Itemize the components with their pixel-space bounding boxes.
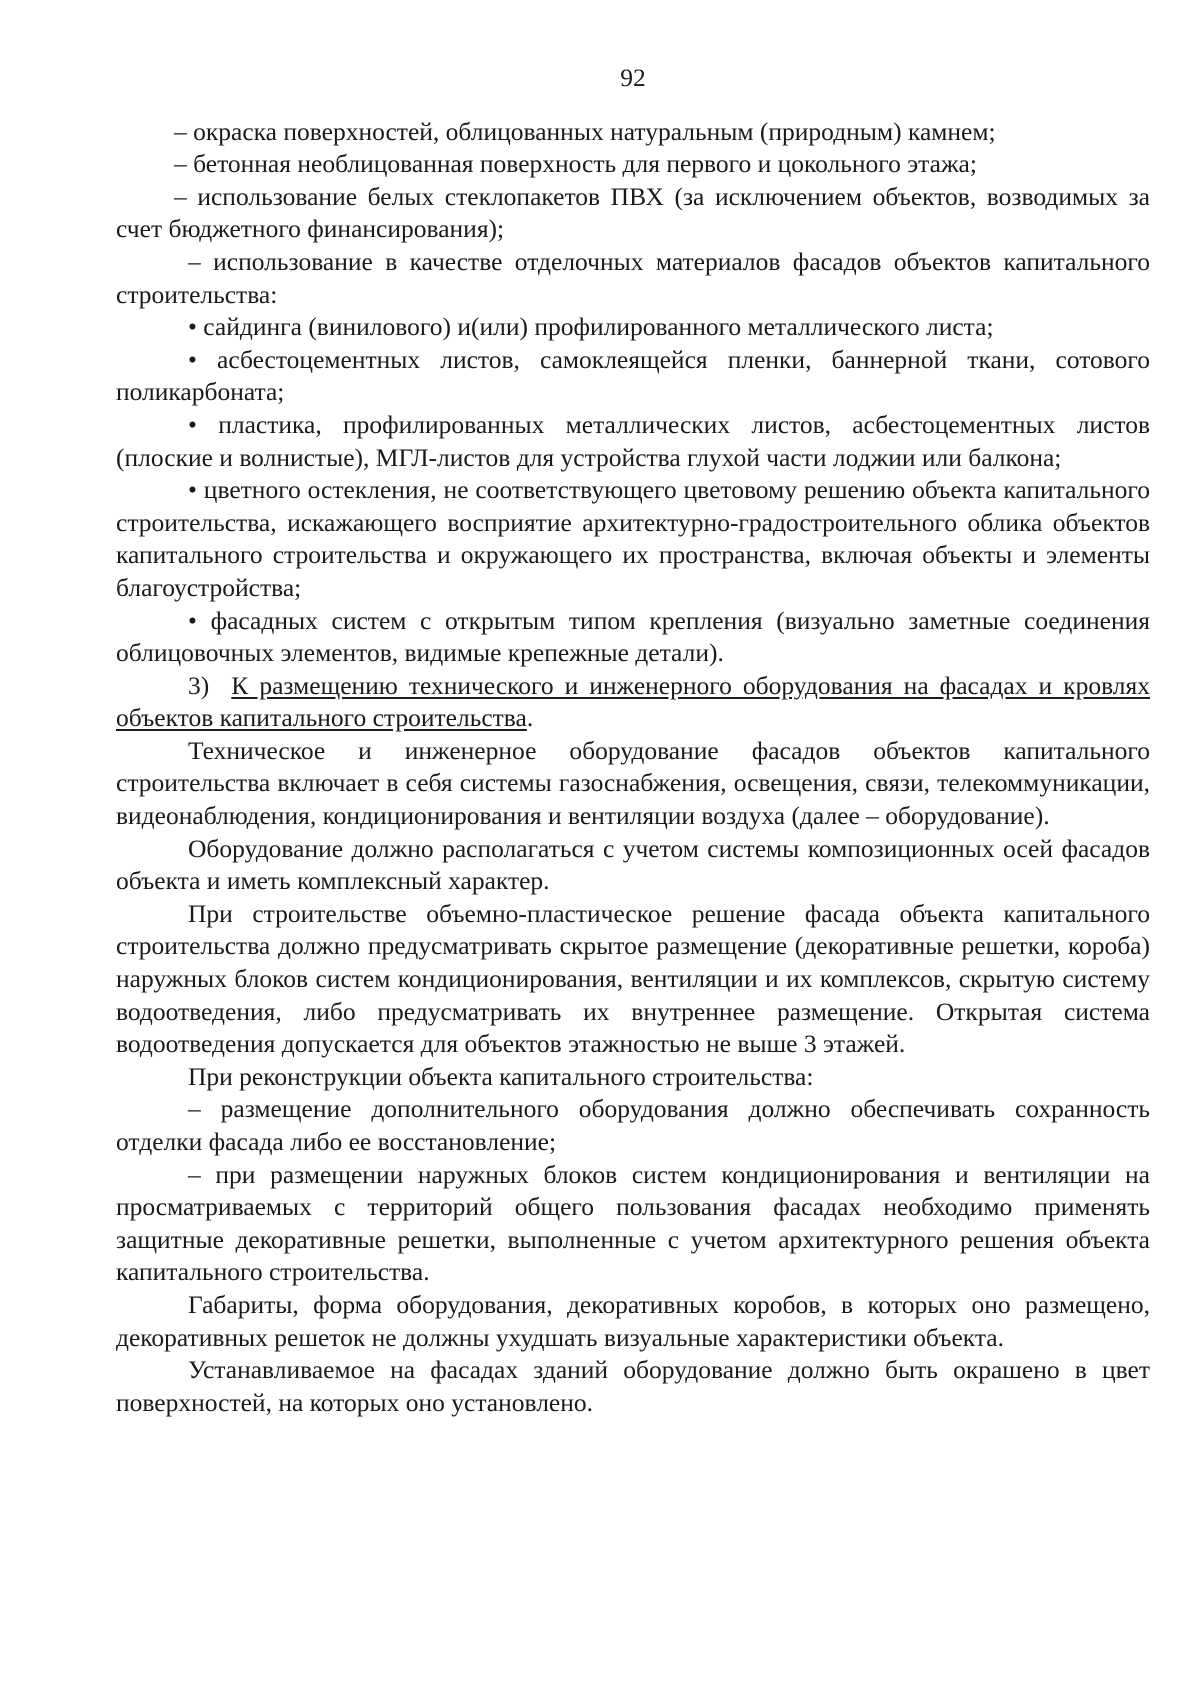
list-item-dash: – при размещении наружных блоков систем кондиционирования и вентиляции на просматриваемых с территорий общего пользования фасадах необходимо применять защитные декоративные решетки, выполненные с учетом архитектурного решения объекта капитального строительства. bbox=[116, 1159, 1150, 1287]
list-item-dash: – использование белых стеклопакетов ПВХ (за исключением объектов, возводимых за счет бюджетного финансирования); bbox=[116, 181, 1150, 244]
section-heading-text: К размещению технического и инженерного оборудования на фасадах и кровлях объектов капитального строительства bbox=[116, 670, 1150, 733]
list-item-dash: – окраска поверхностей, облицованных натуральным (природным) камнем; bbox=[174, 116, 996, 146]
body-paragraph: Оборудование должно располагаться с учетом системы композиционных осей фасадов объекта и иметь комплексный характер. bbox=[116, 833, 1150, 896]
section-heading-trailing: . bbox=[526, 703, 534, 733]
section-heading bbox=[116, 670, 1150, 735]
document-page bbox=[116, 62, 1150, 1419]
list-item-dash: – размещение дополнительного оборудования должно обеспечивать сохранность отделки фасада либо ее восстановление; bbox=[116, 1094, 1150, 1156]
body-paragraph: Устанавливаемое на фасадах зданий оборудование должно быть окрашено в цвет поверхностей, на которых оно установлено. bbox=[116, 1355, 1150, 1417]
list-item-bullet: • цветного остекления, не соответствующего цветовому решению объекта капитального строительства, искажающего восприятие архитектурно-градостроительного облика объектов капитального строительства и окружающего их пространства, включая объекты и элементы благоустройства; bbox=[116, 475, 1150, 602]
section-heading-number: 3) bbox=[188, 670, 210, 700]
list-item-bullet: • фасадных систем с открытым типом крепления (визуально заметные соединения облицовочных элементов, видимые крепежные детали). bbox=[116, 605, 1150, 668]
body-paragraph: При реконструкции объекта капитального строительства: bbox=[188, 1061, 814, 1091]
list-item-bullet: • асбестоцементных листов, самоклеящейся пленки, баннерной ткани, сотового поликарбоната; bbox=[116, 344, 1150, 407]
body-paragraph: Техническое и инженерное оборудование фасадов объектов капитального строительства включает в себя системы газоснабжения, освещения, связи, телекоммуникации, видеонаблюдения, кондиционирования и вентиляции воздуха (далее – оборудование). bbox=[116, 735, 1150, 831]
list-item-bullet: • пластика, профилированных металлических листов, асбестоцементных листов (плоские и волнистые), МГЛ-листов для устройства глухой части лоджии или балкона; bbox=[116, 409, 1150, 472]
page-number: 92 bbox=[620, 63, 646, 92]
body-paragraph: Габариты, форма оборудования, декоративных коробов, в которых оно размещено, декоративных решеток не должны ухудшать визуальные характеристики объекта. bbox=[116, 1289, 1150, 1352]
list-item-dash: – бетонная необлицованная поверхность для первого и цокольного этажа; bbox=[174, 149, 977, 179]
list-item-bullet: • сайдинга (винилового) и(или) профилированного металлического листа; bbox=[188, 312, 994, 342]
body-paragraph: При строительстве объемно-пластическое решение фасада объекта капитального строительства должно предусматривать скрытое размещение (декоративные решетки, короба) наружных блоков систем кондиционирования, вентиляции и их комплексов, скрытую систему водоотведения, либо предусматривать их внутреннее размещение. Открытая система водоотведения допускается для объектов этажностью не выше 3 этажей. bbox=[116, 898, 1150, 1059]
list-item-dash: – использование в качестве отделочных материалов фасадов объектов капитального строительства: bbox=[116, 246, 1150, 309]
